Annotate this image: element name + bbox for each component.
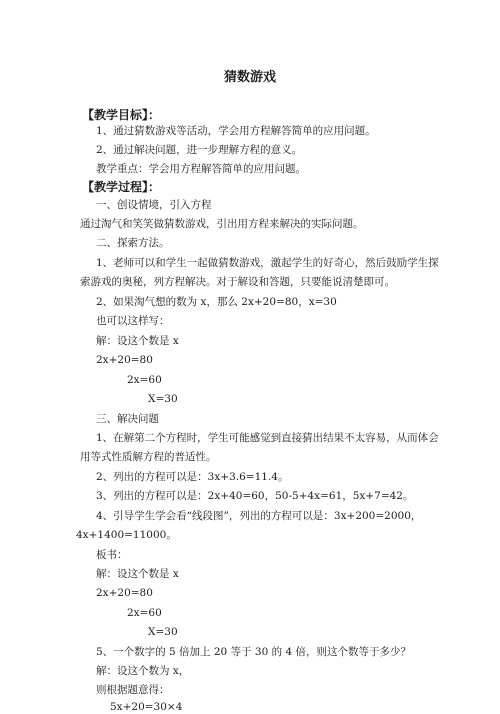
process-heading: 【教学过程】： [82, 180, 161, 194]
goals-heading: 【教学目标】： [82, 108, 161, 122]
equation-a2: 2x=60 [127, 374, 162, 386]
equation-b1: 2x+20=80 [96, 587, 153, 599]
step-2-title: 二、探索方法。 [96, 237, 170, 249]
goal-1: 1、通过猜数游戏等活动，学会用方程解答简单的应用问题。 [96, 125, 376, 137]
item-3-line-2: 用等式性质解方程的普适性。 [80, 451, 217, 463]
teaching-focus: 教学重点：学会用方程解答简单的应用问题。 [96, 163, 306, 175]
solve-2: 解：设这个数是 x [96, 568, 179, 580]
item-4: 2、列出的方程可以是：3x+3.6=11.4。 [96, 471, 289, 483]
item-1-line-1: 1、老师可以和学生一起做猜数游戏，激起学生的好奇心，然后鼓励学生探 [96, 257, 439, 269]
solve-1: 解：设这个数是 x [96, 335, 179, 347]
equation-a3: X=30 [148, 393, 178, 405]
step-1-title: 一、创设情境，引入方程 [96, 199, 212, 211]
step-1-text: 通过淘气和笑笑做猜数游戏，引出用方程来解决的实际问题。 [80, 218, 364, 230]
solve-3: 解：设这个数为 x， [96, 665, 190, 677]
goal-2: 2、通过解决问题，进一步理解方程的意义。 [96, 144, 303, 156]
item-1-line-2: 索游戏的奥秘，列方程解决。对于解设和答题，只要能说清楚即可。 [80, 276, 395, 288]
page-title: 猜数游戏 [223, 70, 276, 85]
item-5: 3、列出的方程可以是：2x+40=60，50-5+4x=61，5x+7=42。 [96, 490, 414, 502]
item-6-line-1: 4、引导学生学会看“线段图”，列出的方程可以是：3x+200=2000， [96, 510, 422, 522]
equation-c1: 5x+20=30×4 [110, 701, 183, 713]
equation-b2: 2x=60 [127, 607, 162, 619]
item-2: 2、如果淘气想的数为 x，那么 2x+20=80，x=30 [96, 296, 337, 308]
equation-a1: 2x+20=80 [96, 354, 153, 366]
equation-b3: X=30 [148, 626, 178, 638]
item-7: 5、一个数字的 5 倍加上 20 等于 30 的 4 倍，则这个数等于多少？ [96, 646, 411, 658]
board-label: 板书： [96, 549, 128, 561]
item-6-line-2: 4x+1400=11000。 [76, 529, 177, 541]
also-write: 也可以这样写： [96, 315, 170, 327]
item-3-line-1: 1、在解第二个方程时，学生可能感觉到直接猜出结果不太容易，从而体会 [96, 432, 439, 444]
by-meaning: 则根据题意得： [96, 684, 170, 696]
step-3-title: 三、解决问题 [96, 413, 159, 425]
